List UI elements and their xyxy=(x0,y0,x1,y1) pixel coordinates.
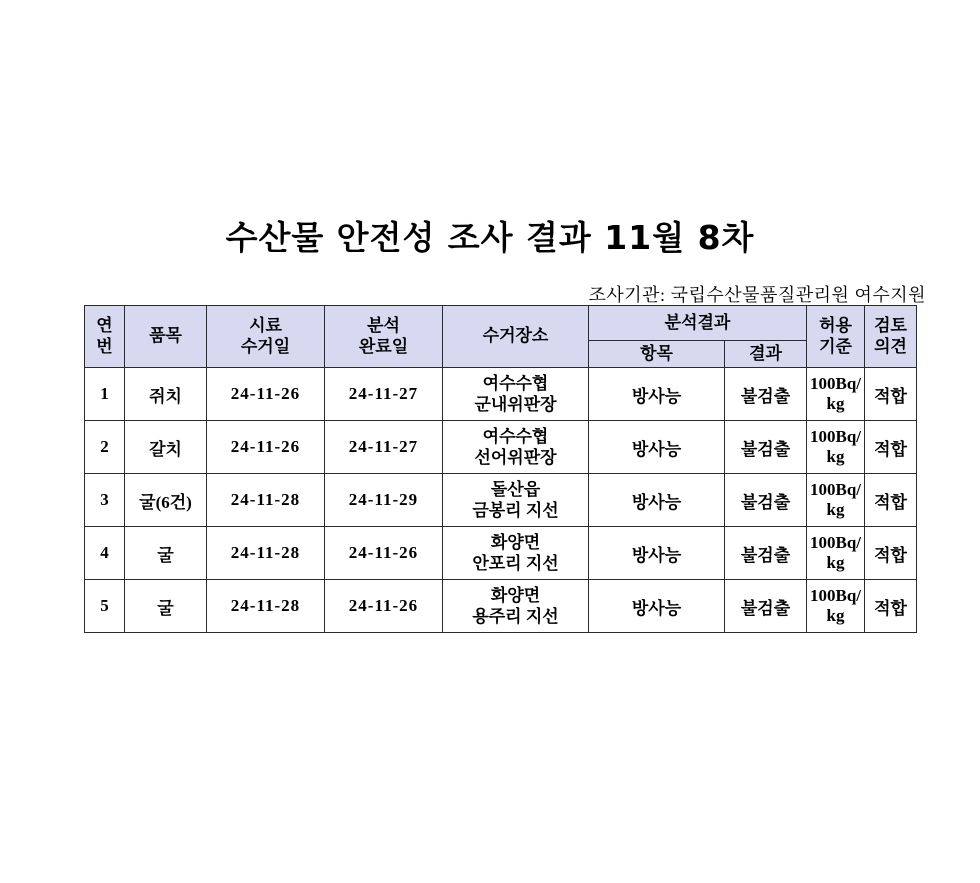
cell-analysis-date: 24-11-29 xyxy=(325,474,443,527)
table-row xyxy=(85,368,917,421)
survey-agency-label: 조사기관: xyxy=(588,285,666,305)
table-row xyxy=(85,527,917,580)
cell-place-line2: 안포리 지선 xyxy=(472,554,559,573)
column-header-place: 수거장소 xyxy=(443,306,589,368)
cell-limit xyxy=(807,580,865,633)
cell-analysis-date: 24-11-26 xyxy=(325,580,443,633)
column-header-limit-line1: 허용 xyxy=(819,316,852,336)
cell-analysis-date: 24-11-26 xyxy=(325,527,443,580)
column-header-parameter: 항목 xyxy=(589,341,725,368)
cell-limit-line1: 100Bq/ xyxy=(810,532,862,552)
cell-place xyxy=(443,368,589,421)
cell-value: 불검출 xyxy=(725,368,807,421)
cell-no: 2 xyxy=(85,421,125,474)
cell-opinion: 적합 xyxy=(865,527,917,580)
cell-limit xyxy=(807,368,865,421)
survey-agency-name: 국립수산물품질관리원 여수지원 xyxy=(670,285,926,305)
cell-item: 쥐치 xyxy=(125,368,207,421)
cell-value: 불검출 xyxy=(725,421,807,474)
cell-analysis-date: 24-11-27 xyxy=(325,368,443,421)
cell-parameter: 방사능 xyxy=(589,421,725,474)
cell-place-line1: 여수수협 xyxy=(482,373,549,393)
table-row xyxy=(85,421,917,474)
cell-place-line2: 금봉리 지선 xyxy=(472,501,559,520)
cell-limit-line1: 100Bq/ xyxy=(810,426,862,446)
column-header-sample-date xyxy=(207,306,325,368)
cell-place xyxy=(443,527,589,580)
cell-opinion: 적합 xyxy=(865,474,917,527)
cell-sample-date: 24-11-28 xyxy=(207,580,325,633)
column-header-no xyxy=(85,306,125,368)
cell-parameter: 방사능 xyxy=(589,527,725,580)
column-header-opinion-line2: 의견 xyxy=(874,336,907,356)
cell-limit-line2: kg xyxy=(826,447,845,466)
column-header-analysis-date xyxy=(325,306,443,368)
table-header xyxy=(85,306,917,368)
cell-place-line2: 용주리 지선 xyxy=(472,607,559,626)
cell-limit-line2: kg xyxy=(826,553,845,572)
cell-limit xyxy=(807,527,865,580)
column-header-no-line1: 연 xyxy=(96,316,113,336)
cell-opinion: 적합 xyxy=(865,421,917,474)
column-header-limit-line2: 기준 xyxy=(819,336,852,356)
cell-place-line2: 선어위판장 xyxy=(474,448,557,467)
cell-no: 3 xyxy=(85,474,125,527)
column-header-value: 결과 xyxy=(725,341,807,368)
column-header-no-line2: 번 xyxy=(96,336,113,356)
cell-item: 갈치 xyxy=(125,421,207,474)
column-header-opinion xyxy=(865,306,917,368)
safety-survey-table xyxy=(84,305,917,633)
column-header-limit xyxy=(807,306,865,368)
cell-opinion: 적합 xyxy=(865,368,917,421)
cell-limit-line1: 100Bq/ xyxy=(810,479,862,499)
cell-sample-date: 24-11-28 xyxy=(207,474,325,527)
cell-limit xyxy=(807,474,865,527)
cell-limit-line1: 100Bq/ xyxy=(810,373,862,393)
cell-analysis-date: 24-11-27 xyxy=(325,421,443,474)
cell-place-line1: 화양면 xyxy=(490,585,541,605)
cell-sample-date: 24-11-26 xyxy=(207,368,325,421)
column-header-sample-date-line2: 수거일 xyxy=(240,336,291,356)
cell-value: 불검출 xyxy=(725,474,807,527)
cell-place-line2: 군내위판장 xyxy=(474,395,557,414)
cell-value: 불검출 xyxy=(725,580,807,633)
cell-no: 1 xyxy=(85,368,125,421)
column-header-analysis-date-line1: 분석 xyxy=(367,316,400,336)
cell-no: 4 xyxy=(85,527,125,580)
column-header-result-group: 분석결과 xyxy=(589,306,807,341)
table-row xyxy=(85,474,917,527)
survey-agency-line xyxy=(589,281,927,307)
table-header-row-1 xyxy=(85,306,917,341)
cell-sample-date: 24-11-28 xyxy=(207,527,325,580)
page-title: 수산물 안전성 조사 결과 11월 8차 xyxy=(225,218,755,257)
cell-opinion: 적합 xyxy=(865,580,917,633)
column-header-sample-date-line1: 시료 xyxy=(249,316,282,336)
cell-limit-line1: 100Bq/ xyxy=(810,585,862,605)
cell-item: 굴 xyxy=(125,527,207,580)
column-header-item: 품목 xyxy=(125,306,207,368)
column-header-opinion-line1: 검토 xyxy=(874,316,907,336)
column-header-analysis-date-line2: 완료일 xyxy=(358,336,409,356)
cell-item: 굴 xyxy=(125,580,207,633)
cell-no: 5 xyxy=(85,580,125,633)
cell-limit-line2: kg xyxy=(826,394,845,413)
cell-limit-line2: kg xyxy=(826,606,845,625)
table-row xyxy=(85,580,917,633)
cell-place xyxy=(443,421,589,474)
cell-value: 불검출 xyxy=(725,527,807,580)
cell-parameter: 방사능 xyxy=(589,474,725,527)
cell-place-line1: 화양면 xyxy=(490,532,541,552)
cell-place xyxy=(443,474,589,527)
cell-place-line1: 여수수협 xyxy=(482,426,549,446)
cell-place-line1: 돌산읍 xyxy=(490,479,541,499)
table-body xyxy=(85,368,917,633)
cell-sample-date: 24-11-26 xyxy=(207,421,325,474)
cell-place xyxy=(443,580,589,633)
cell-parameter: 방사능 xyxy=(589,580,725,633)
cell-parameter: 방사능 xyxy=(589,368,725,421)
cell-limit xyxy=(807,421,865,474)
cell-item: 굴(6건) xyxy=(125,474,207,527)
cell-limit-line2: kg xyxy=(826,500,845,519)
